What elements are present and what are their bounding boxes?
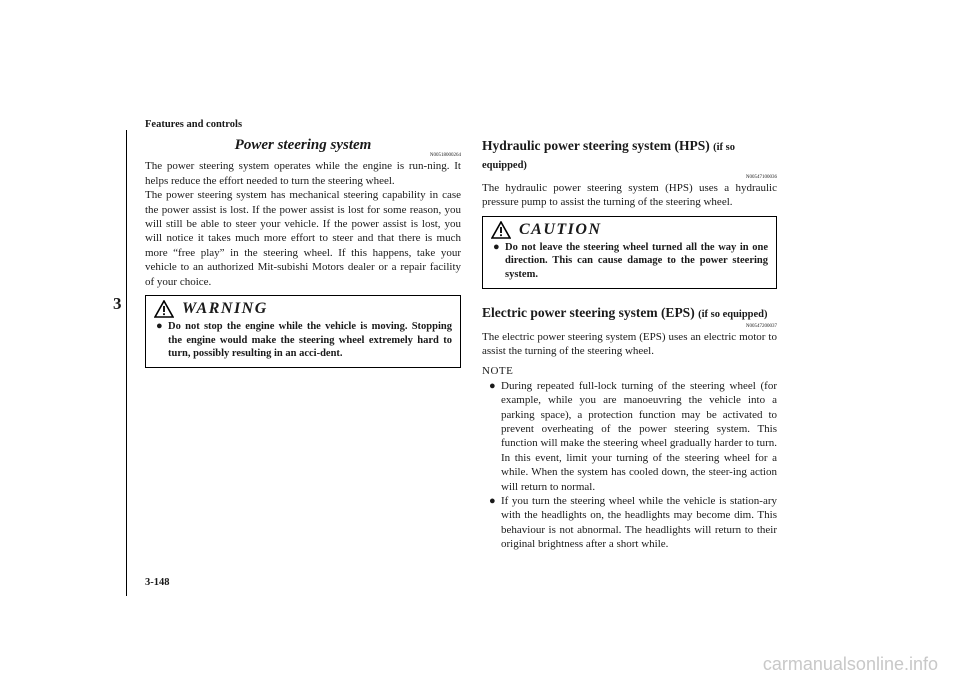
watermark[interactable]: carmanualsonline.info	[762, 654, 938, 674]
section-title-power-steering: Power steering system	[234, 137, 372, 153]
paragraph: The hydraulic power steering system (HPS) uses a hydraulic pressure pump to assist the turning of the steering wheel.	[482, 182, 777, 209]
section-title-eps	[482, 305, 777, 323]
warning-text: Do not stop the engine while the vehicle is moving. Stopping the engine would make the steering wheel extremely hard to turn, possibly resulting in an acci-dent.	[168, 321, 452, 360]
note-text: If you turn the steering wheel while the vehicle is station-ary with the headlights on, the headlights may become dim. This behaviour is not abnormal. The headlights will return to their original brightness after a short while.	[501, 495, 777, 551]
paragraph: The power steering system has mechanical steering capability in case the power assist is lost. If the power assist is lost for some reason, you will still be able to steer your vehicle. If the power assist is lost, you will notice it takes much more effort to steer and that there is much more “free play” in the steering wheel. If this happens, take your vehicle to an authorized Mit-subishi Motors dealer or a repair facility of your choice.	[145, 189, 461, 288]
bullet-icon: ●	[489, 495, 496, 508]
caution-label: CAUTION	[519, 220, 602, 238]
caution-text: Do not leave the steering wheel turned all the way in one direction. This can cause damage to the power steering system.	[505, 241, 768, 280]
bullet-icon: ●	[489, 379, 496, 392]
running-header: Features and controls	[145, 119, 243, 130]
note-label: NOTE	[482, 365, 514, 378]
section-title-hps	[482, 138, 777, 174]
section-code: N00547100036	[745, 175, 777, 180]
bullet-icon: ●	[493, 240, 500, 253]
caution-content	[483, 241, 776, 288]
eps-title: Electric power steering system (EPS)	[482, 304, 695, 320]
caution-box	[482, 216, 777, 289]
page-number: 3-148	[145, 577, 170, 588]
warning-box	[145, 295, 461, 368]
list-item	[489, 379, 777, 494]
chapter-number: 3	[113, 294, 122, 313]
warning-triangle-icon	[154, 300, 174, 318]
section-code: N00547200037	[745, 323, 777, 329]
bullet-icon: ●	[156, 320, 163, 333]
caution-triangle-icon	[491, 221, 511, 239]
warning-header	[146, 296, 460, 320]
paragraph: The power steering system operates while the engine is run-ning. It helps reduce the effort needed to turn the steering wheel.	[145, 160, 461, 187]
warning-label: WARNING	[182, 299, 268, 317]
warning-content	[146, 320, 460, 367]
right-column	[482, 138, 777, 552]
hps-title: Hydraulic power steering system (HPS)	[482, 138, 710, 153]
paragraph: The electric power steering system (EPS) uses an electric motor to assist the turning of the steering wheel.	[482, 330, 777, 357]
hps-suffix: (if so equipped)	[482, 142, 735, 171]
caution-header	[483, 217, 776, 241]
chapter-divider	[126, 130, 127, 596]
left-column	[145, 138, 461, 368]
list-item	[489, 494, 777, 552]
section-code: N00518000264	[429, 153, 461, 159]
note-text: During repeated full-lock turning of the steering wheel (for example, while you are manoeuvring the vehicle into a parking space), a protection function may be activated to prevent overheating of the power steering system. This function will make the steering wheel gradually harder to turn. In this event, limit your turning of the steering wheel for a while. When the system has cooled down, the steer-ing action will return to normal.	[501, 379, 777, 493]
eps-suffix: (if so equipped)	[698, 308, 768, 320]
